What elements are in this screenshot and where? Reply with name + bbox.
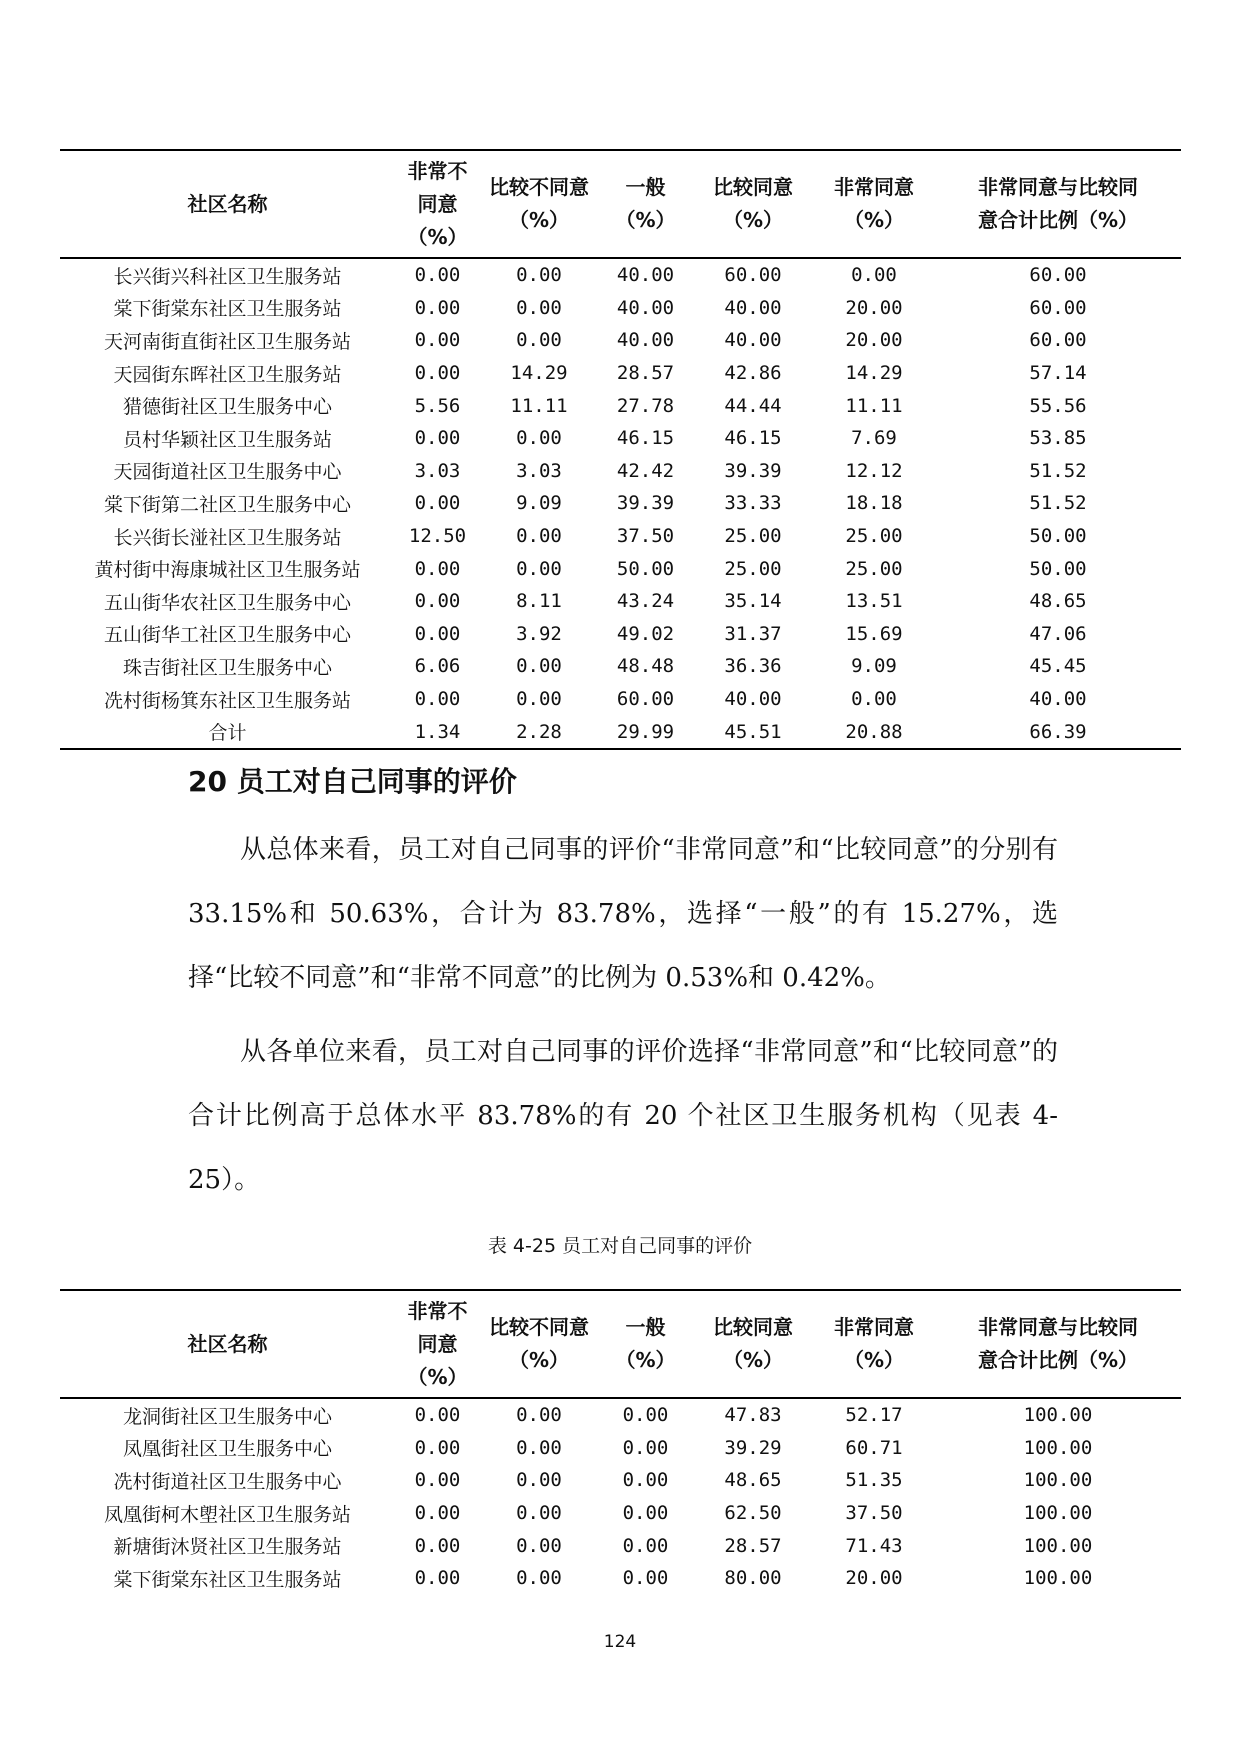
value-cell: 0.00	[414, 296, 461, 319]
community-name-cell: 合计	[60, 715, 395, 749]
paragraph-text: 从各单位来看，员工对自己同事的评价选择“非常同意”和“比较同意”的合计比例高于总体水平 83.78%的有 20 个社区卫生服务机构（见表 4-25）。	[188, 1037, 1058, 1195]
table-row	[60, 715, 1181, 749]
value-cell: 9.09	[851, 655, 897, 678]
value-cell: 47.83	[724, 1404, 782, 1427]
value-cell: 0.00	[414, 362, 461, 385]
value-cell: 60.00	[724, 264, 782, 287]
value-cell: 15.69	[845, 622, 903, 645]
table-row	[60, 650, 1181, 683]
value-cell: 9.09	[516, 492, 562, 515]
value-cell: 42.42	[616, 459, 675, 482]
table-row	[60, 1562, 1181, 1595]
value-cell: 71.43	[845, 1534, 903, 1557]
value-cell: 0.00	[414, 329, 461, 352]
value-cell: 0.00	[516, 329, 562, 352]
table-header-row	[60, 1290, 1181, 1398]
table-row	[60, 683, 1181, 716]
value-cell: 60.00	[616, 688, 675, 711]
community-name-cell: 龙洞街社区卫生服务中心	[122, 1405, 332, 1428]
value-cell: 52.17	[845, 1404, 903, 1427]
value-cell: 45.45	[1029, 655, 1087, 678]
table-upper	[60, 149, 1181, 750]
community-name-cell: 棠下街棠东社区卫生服务站	[113, 298, 342, 321]
table-row	[60, 552, 1181, 585]
value-cell: 14.29	[510, 362, 568, 385]
table-row	[60, 1529, 1181, 1562]
value-cell: 39.29	[724, 1436, 782, 1459]
value-cell: 40.00	[616, 296, 675, 319]
column-header: 比较不同意（%）	[489, 1315, 589, 1372]
column-header: 非常不同意（%）	[407, 1298, 468, 1389]
table-row	[60, 1464, 1181, 1497]
community-name-cell: 棠下街第二社区卫生服务中心	[103, 493, 351, 516]
value-cell: 0.00	[622, 1436, 669, 1459]
value-cell: 60.00	[1029, 296, 1087, 319]
value-cell: 0.00	[414, 1404, 461, 1427]
value-cell: 0.00	[516, 1567, 562, 1590]
value-cell: 50.00	[1029, 525, 1087, 548]
community-name-cell: 天园街东晖社区卫生服务站	[113, 363, 342, 386]
community-name-cell: 棠下街棠东社区卫生服务站	[113, 1568, 342, 1591]
value-cell: 2.28	[480, 715, 598, 749]
value-cell: 0.00	[414, 1436, 461, 1459]
value-cell: 49.02	[616, 622, 675, 645]
value-cell: 5.56	[414, 394, 461, 417]
value-cell: 20.00	[845, 329, 903, 352]
value-cell: 0.00	[516, 1404, 562, 1427]
community-name-cell: 珠吉街社区卫生服务中心	[122, 656, 332, 679]
value-cell: 60.71	[845, 1436, 903, 1459]
table-row	[60, 324, 1181, 357]
value-cell: 3.92	[516, 622, 562, 645]
value-cell: 20.00	[845, 1567, 903, 1590]
value-cell: 33.33	[724, 492, 782, 515]
value-cell: 11.11	[845, 394, 903, 417]
table-row	[60, 389, 1181, 422]
value-cell: 60.00	[1029, 264, 1087, 287]
value-cell: 0.00	[851, 688, 897, 711]
column-header: 比较同意（%）	[713, 175, 793, 232]
value-cell: 39.39	[616, 492, 675, 515]
value-cell: 51.52	[1029, 492, 1087, 515]
value-cell: 80.00	[724, 1567, 782, 1590]
column-header: 非常不同意（%）	[407, 158, 468, 249]
column-header: 社区名称	[187, 1331, 268, 1356]
value-cell: 44.44	[724, 394, 782, 417]
value-cell: 0.00	[622, 1567, 669, 1590]
value-cell: 7.69	[851, 427, 897, 450]
table-row	[60, 1398, 1181, 1432]
value-cell: 25.00	[724, 557, 782, 580]
table-row	[60, 520, 1181, 553]
table-row	[60, 1497, 1181, 1530]
value-cell: 40.00	[1029, 688, 1087, 711]
community-name-cell: 凤凰街社区卫生服务中心	[122, 1438, 332, 1461]
value-cell: 0.00	[516, 655, 562, 678]
column-header: 一般（%）	[615, 175, 676, 232]
column-header: 非常同意与比较同意合计比例（%）	[978, 1315, 1139, 1372]
value-cell: 43.24	[616, 590, 675, 613]
value-cell: 53.85	[1029, 427, 1087, 450]
community-name-cell: 黄村街中海康城社区卫生服务站	[94, 559, 361, 582]
community-name-cell: 长兴街长湴社区卫生服务站	[113, 526, 342, 549]
value-cell: 100.00	[1023, 1567, 1093, 1590]
community-name-cell: 长兴街兴科社区卫生服务站	[113, 265, 342, 288]
paragraph-overall	[188, 818, 1058, 1010]
table-row	[60, 292, 1181, 325]
value-cell: 40.00	[724, 296, 782, 319]
value-cell: 100.00	[1023, 1404, 1093, 1427]
column-header: 非常同意与比较同意合计比例（%）	[978, 175, 1139, 232]
community-name-cell: 凤凰街柯木塱社区卫生服务站	[103, 1503, 351, 1526]
value-cell: 50.00	[616, 557, 675, 580]
section-heading: 20 员工对自己同事的评价	[188, 765, 517, 798]
value-cell: 0.00	[622, 1502, 669, 1525]
table-lower	[60, 1289, 1181, 1595]
value-cell: 11.11	[510, 394, 568, 417]
table-row	[60, 422, 1181, 455]
value-cell: 0.00	[516, 296, 562, 319]
value-cell: 36.36	[724, 655, 782, 678]
value-cell: 0.00	[516, 427, 562, 450]
value-cell: 48.48	[616, 655, 675, 678]
value-cell: 66.39	[935, 715, 1181, 749]
value-cell: 47.06	[1029, 622, 1087, 645]
value-cell: 0.00	[516, 1534, 562, 1557]
value-cell: 13.51	[845, 590, 903, 613]
value-cell: 0.00	[414, 688, 461, 711]
community-name-cell: 员村华颖社区卫生服务站	[122, 428, 332, 451]
value-cell: 35.14	[724, 590, 782, 613]
value-cell: 20.00	[845, 296, 903, 319]
value-cell: 1.34	[395, 715, 480, 749]
value-cell: 25.00	[845, 525, 903, 548]
value-cell: 0.00	[414, 427, 461, 450]
value-cell: 28.57	[724, 1534, 782, 1557]
table-row	[60, 618, 1181, 651]
value-cell: 0.00	[516, 525, 562, 548]
value-cell: 48.65	[724, 1469, 782, 1492]
value-cell: 51.52	[1029, 459, 1087, 482]
value-cell: 0.00	[516, 264, 562, 287]
value-cell: 42.86	[724, 362, 782, 385]
value-cell: 46.15	[616, 427, 675, 450]
value-cell: 50.00	[1029, 557, 1087, 580]
table-row	[60, 357, 1181, 390]
column-header: 比较同意（%）	[713, 1315, 793, 1372]
value-cell: 12.50	[408, 525, 467, 548]
value-cell: 31.37	[724, 622, 782, 645]
value-cell: 100.00	[1023, 1469, 1093, 1492]
community-name-cell: 天河南街直街社区卫生服务站	[103, 330, 351, 353]
value-cell: 29.99	[598, 715, 693, 749]
value-cell: 0.00	[414, 1534, 461, 1557]
table-row	[60, 455, 1181, 488]
value-cell: 40.00	[616, 264, 675, 287]
value-cell: 0.00	[516, 1502, 562, 1525]
value-cell: 60.00	[1029, 329, 1087, 352]
value-cell: 28.57	[616, 362, 675, 385]
value-cell: 40.00	[724, 688, 782, 711]
value-cell: 37.50	[845, 1502, 903, 1525]
column-header: 非常同意（%）	[834, 1315, 914, 1372]
value-cell: 0.00	[622, 1469, 669, 1492]
table-row	[60, 585, 1181, 618]
value-cell: 100.00	[1023, 1534, 1093, 1557]
table-row	[60, 258, 1181, 292]
value-cell: 0.00	[414, 622, 461, 645]
value-cell: 46.15	[724, 427, 782, 450]
value-cell: 0.00	[851, 264, 897, 287]
value-cell: 3.03	[516, 459, 562, 482]
value-cell: 0.00	[414, 1567, 461, 1590]
value-cell: 0.00	[414, 492, 461, 515]
value-cell: 0.00	[414, 590, 461, 613]
value-cell: 51.35	[845, 1469, 903, 1492]
column-header: 非常同意（%）	[834, 175, 914, 232]
table-row	[60, 487, 1181, 520]
column-header: 一般（%）	[615, 1315, 676, 1372]
community-name-cell: 新塘街沐贤社区卫生服务站	[113, 1536, 342, 1559]
value-cell: 3.03	[414, 459, 461, 482]
value-cell: 39.39	[724, 459, 782, 482]
page-number: 124	[603, 1632, 637, 1652]
value-cell: 0.00	[516, 1469, 562, 1492]
value-cell: 18.18	[845, 492, 903, 515]
value-cell: 0.00	[414, 557, 461, 580]
table-row	[60, 1432, 1181, 1465]
value-cell: 100.00	[1023, 1502, 1093, 1525]
value-cell: 40.00	[724, 329, 782, 352]
column-header: 比较不同意（%）	[489, 175, 589, 232]
value-cell: 0.00	[414, 1469, 461, 1492]
value-cell: 100.00	[1023, 1436, 1093, 1459]
community-name-cell: 冼村街道社区卫生服务中心	[113, 1470, 342, 1493]
community-name-cell: 五山街华工社区卫生服务中心	[103, 624, 351, 647]
table-header-row	[60, 150, 1181, 258]
paragraph-text: 从总体来看，员工对自己同事的评价“非常同意”和“比较同意”的分别有 33.15%和 50.63%，合计为 83.78%，选择“一般”的有 15.27%，选择“比较不同意”和“非常不同意”的比例为 0.53%和 0.42%。	[188, 835, 1058, 993]
value-cell: 0.00	[622, 1404, 669, 1427]
value-cell: 27.78	[616, 394, 675, 417]
table-caption: 表 4-25 员工对自己同事的评价	[487, 1235, 753, 1257]
value-cell: 62.50	[724, 1502, 782, 1525]
value-cell: 48.65	[1029, 590, 1087, 613]
community-name-cell: 天园街道社区卫生服务中心	[113, 461, 342, 484]
value-cell: 0.00	[516, 557, 562, 580]
value-cell: 0.00	[516, 1436, 562, 1459]
value-cell: 0.00	[414, 1502, 461, 1525]
value-cell: 25.00	[845, 557, 903, 580]
value-cell: 0.00	[414, 264, 461, 287]
value-cell: 14.29	[845, 362, 903, 385]
value-cell: 0.00	[622, 1534, 669, 1557]
value-cell: 12.12	[845, 459, 903, 482]
value-cell: 57.14	[1029, 362, 1087, 385]
value-cell: 25.00	[724, 525, 782, 548]
value-cell: 40.00	[616, 329, 675, 352]
community-name-cell: 猎德街社区卫生服务中心	[122, 396, 332, 419]
paragraph-units	[188, 1020, 1058, 1212]
community-name-cell: 五山街华农社区卫生服务中心	[103, 591, 351, 614]
value-cell: 37.50	[616, 525, 675, 548]
value-cell: 20.88	[813, 715, 935, 749]
community-name-cell: 冼村街杨箕东社区卫生服务站	[103, 689, 351, 712]
value-cell: 55.56	[1029, 394, 1087, 417]
value-cell: 8.11	[516, 590, 562, 613]
column-header: 社区名称	[187, 191, 268, 216]
value-cell: 6.06	[414, 655, 461, 678]
value-cell: 45.51	[693, 715, 813, 749]
value-cell: 0.00	[516, 688, 562, 711]
